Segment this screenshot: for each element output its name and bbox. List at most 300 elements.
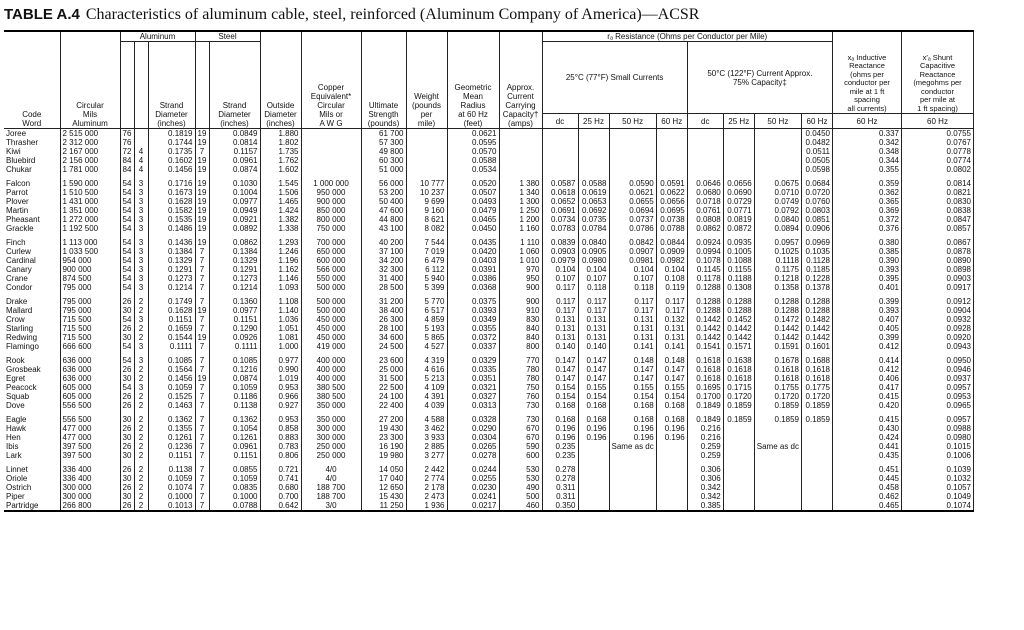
ult-strength-cell: 31 500 bbox=[361, 374, 406, 383]
st-strand-dia-cell: 0.1054 bbox=[209, 424, 260, 433]
r-50hz-25c-cell: 0.168 bbox=[609, 410, 656, 424]
gmr-cell: 0.0241 bbox=[447, 492, 499, 501]
r-60hz-50c-cell bbox=[802, 474, 833, 483]
st-strands-cell: 19 bbox=[195, 174, 209, 188]
r-dc-50c-cell: 0.1849 bbox=[687, 410, 723, 424]
r-60hz-25c-cell: 0.117 bbox=[656, 306, 687, 315]
xa-capacitive-cell: 0.0774 bbox=[902, 156, 974, 165]
outside-dia-cell: 1.019 bbox=[260, 374, 301, 383]
r-60hz-25c-cell: 0.147 bbox=[656, 365, 687, 374]
r-50hz-50c-cell bbox=[754, 433, 801, 442]
copper-equiv-cell: 419 000 bbox=[301, 342, 361, 351]
copper-equiv-cell: 1 000 000 bbox=[301, 174, 361, 188]
code-word-cell: Partridge bbox=[4, 501, 60, 511]
code-word-cell: Crane bbox=[4, 274, 60, 283]
al-layers-cell: 2 bbox=[134, 401, 148, 410]
al-layers-cell: 2 bbox=[134, 333, 148, 342]
r-25hz-25c-cell: 0.0840 bbox=[578, 233, 609, 247]
r-50hz-50c-cell: 0.1472 bbox=[754, 315, 801, 324]
st-strand-dia-cell: 0.0961 bbox=[209, 442, 260, 451]
gmr-cell: 0.0507 bbox=[447, 188, 499, 197]
xa-inductive-cell: 0.415 bbox=[833, 410, 902, 424]
al-strand-dia-cell: 0.1659 bbox=[148, 324, 195, 333]
r-50hz-25c-cell: 0.118 bbox=[609, 283, 656, 292]
ult-strength-cell: 23 300 bbox=[361, 433, 406, 442]
outside-dia-cell: 0.680 bbox=[260, 483, 301, 492]
r-25hz-50c-cell: 0.1859 bbox=[723, 410, 754, 424]
r-25hz-25c-cell: 0.0619 bbox=[578, 188, 609, 197]
r-25hz-50c-cell: 0.1442 bbox=[723, 333, 754, 342]
r-60hz-25c-cell: 0.148 bbox=[656, 351, 687, 365]
r-dc-50c-cell: 0.1618 bbox=[687, 365, 723, 374]
outside-dia-cell: 1.735 bbox=[260, 147, 301, 156]
gmr-header: Geometric Mean Radius at 60 Hz (feet) bbox=[447, 31, 499, 129]
code-word-cell: Bluebird bbox=[4, 156, 60, 165]
r-60hz-50c-cell bbox=[802, 433, 833, 442]
r-25hz-50c-cell: 0.0872 bbox=[723, 224, 754, 233]
r-60hz-25c-cell bbox=[656, 460, 687, 474]
al-layers-cell: 2 bbox=[134, 374, 148, 383]
ult-strength-cell: 15 430 bbox=[361, 492, 406, 501]
al-layers-cell: 3 bbox=[134, 206, 148, 215]
ultimate-strength-header: Ultimate Strength (pounds) bbox=[361, 31, 406, 129]
outside-dia-cell: 1.338 bbox=[260, 224, 301, 233]
gmr-cell: 0.0304 bbox=[447, 433, 499, 442]
al-strand-dia-cell: 0.1236 bbox=[148, 442, 195, 451]
outside-dia-cell: 0.741 bbox=[260, 474, 301, 483]
st-strands-cell: 7 bbox=[195, 442, 209, 451]
al-strand-dia-cell: 0.1085 bbox=[148, 351, 195, 365]
gmr-cell: 0.0375 bbox=[447, 292, 499, 306]
circular-mils-cell: 2 515 000 bbox=[60, 129, 120, 139]
outside-dia-cell: 1.880 bbox=[260, 129, 301, 139]
gmr-cell: 0.0435 bbox=[447, 233, 499, 247]
code-word-cell: Drake bbox=[4, 292, 60, 306]
table-row bbox=[4, 165, 974, 174]
current-cell: 1 010 bbox=[499, 256, 542, 265]
table-row bbox=[4, 197, 974, 206]
al-strand-dia-cell: 0.1582 bbox=[148, 206, 195, 215]
r-50hz-50c-cell bbox=[754, 501, 801, 511]
r-60hz-50c-cell bbox=[802, 501, 833, 511]
st-strands-cell: 7 bbox=[195, 433, 209, 442]
code-word-cell: Rook bbox=[4, 351, 60, 365]
al-strands-cell: 54 bbox=[120, 215, 134, 224]
r-25hz-50c-cell: 0.1442 bbox=[723, 324, 754, 333]
copper-equiv-cell: 350 000 bbox=[301, 410, 361, 424]
gmr-cell: 0.0349 bbox=[447, 315, 499, 324]
al-strands-cell: 54 bbox=[120, 283, 134, 292]
r-50hz-50c-cell bbox=[754, 460, 801, 474]
al-layers-cell: 2 bbox=[134, 410, 148, 424]
current-cell bbox=[499, 156, 542, 165]
al-strand-dia-cell: 0.1602 bbox=[148, 156, 195, 165]
r-25hz-50c-cell bbox=[723, 474, 754, 483]
r-60hz-50c-cell: 0.0906 bbox=[802, 224, 833, 233]
r-dc-25c-cell: 0.235 bbox=[542, 442, 578, 451]
r-25hz-50c-cell: 0.1005 bbox=[723, 247, 754, 256]
st-strands-cell: 7 bbox=[195, 274, 209, 283]
gmr-cell: 0.0403 bbox=[447, 256, 499, 265]
al-strand-dia-cell: 0.1735 bbox=[148, 147, 195, 156]
r-dc-25c-cell: 0.117 bbox=[542, 283, 578, 292]
copper-equiv-cell: 188 700 bbox=[301, 492, 361, 501]
r-60hz-25c-cell: 0.154 bbox=[656, 392, 687, 401]
r-50hz-25c-cell: 0.196 bbox=[609, 433, 656, 442]
al-strands-cell: 26 bbox=[120, 483, 134, 492]
outside-dia-cell: 0.990 bbox=[260, 365, 301, 374]
circular-mils-cell: 1 113 000 bbox=[60, 233, 120, 247]
r-50hz-50c-cell: 0.1358 bbox=[754, 283, 801, 292]
ult-strength-cell: 37 100 bbox=[361, 247, 406, 256]
same-as-dc-note: Same as dc bbox=[756, 442, 799, 451]
r-dc-50c-cell: 0.216 bbox=[687, 433, 723, 442]
current-cell: 730 bbox=[499, 410, 542, 424]
r-50hz-50c-cell bbox=[754, 138, 801, 147]
al-layers-cell: 2 bbox=[134, 442, 148, 451]
gmr-cell: 0.0570 bbox=[447, 147, 499, 156]
code-word-cell: Thrasher bbox=[4, 138, 60, 147]
weight-cell: 4 527 bbox=[406, 342, 447, 351]
r-25hz-50c-cell: 0.0690 bbox=[723, 188, 754, 197]
r-60hz-50c-cell: 0.0511 bbox=[802, 147, 833, 156]
al-layers-cell: 2 bbox=[134, 492, 148, 501]
weight-cell: 4 039 bbox=[406, 401, 447, 410]
circular-mils-cell: 1 781 000 bbox=[60, 165, 120, 174]
table-row bbox=[4, 392, 974, 401]
xa-capacitive-cell: 0.0957 bbox=[902, 383, 974, 392]
gmr-cell: 0.0450 bbox=[447, 224, 499, 233]
code-word-cell: Redwing bbox=[4, 333, 60, 342]
st-strand-dia-cell: 0.1261 bbox=[209, 433, 260, 442]
al-layers-cell: 2 bbox=[134, 306, 148, 315]
st-strands-cell: 19 bbox=[195, 129, 209, 139]
r-dc-50c-cell: 0.0718 bbox=[687, 197, 723, 206]
current-cell: 1 110 bbox=[499, 233, 542, 247]
weight-cell bbox=[406, 138, 447, 147]
r-60hz-25c-cell bbox=[656, 474, 687, 483]
r-60hz-25c-cell bbox=[656, 451, 687, 460]
r-dc-50c-cell: 0.216 bbox=[687, 424, 723, 433]
circular-mils-cell: 1 272 000 bbox=[60, 215, 120, 224]
r-50hz-25c-cell bbox=[609, 501, 656, 511]
table-body bbox=[4, 129, 974, 512]
r-50hz-25c-cell: 0.0655 bbox=[609, 197, 656, 206]
code-word-cell: Flamingo bbox=[4, 342, 60, 351]
r-60hz-25c-cell bbox=[656, 492, 687, 501]
r-50hz-25c-cell bbox=[609, 138, 656, 147]
r-25hz-25c-cell: 0.154 bbox=[578, 392, 609, 401]
weight-cell: 5 399 bbox=[406, 283, 447, 292]
sub-header-60hz: 60 Hz bbox=[656, 114, 687, 129]
r-dc-50c-cell: 0.0646 bbox=[687, 174, 723, 188]
circular-mils-cell: 1 033 500 bbox=[60, 247, 120, 256]
xa-capacitive-cell: 0.0946 bbox=[902, 365, 974, 374]
sub-header-inductive-60hz: 60 Hz bbox=[833, 114, 902, 129]
st-strands-cell: 19 bbox=[195, 156, 209, 165]
copper-equiv-cell: 3/0 bbox=[301, 501, 361, 511]
r-50hz-25c-cell: 0.131 bbox=[609, 315, 656, 324]
r-25hz-50c-cell: 0.1155 bbox=[723, 265, 754, 274]
st-strand-dia-cell: 0.0874 bbox=[209, 374, 260, 383]
r-25hz-25c-cell: 0.131 bbox=[578, 315, 609, 324]
weight-cell: 3 277 bbox=[406, 451, 447, 460]
r-dc-25c-cell: 0.147 bbox=[542, 374, 578, 383]
st-strands-cell: 7 bbox=[195, 256, 209, 265]
r-25hz-25c-cell: 0.147 bbox=[578, 374, 609, 383]
xa-capacitive-cell: 0.0890 bbox=[902, 256, 974, 265]
r-dc-50c-cell: 0.1288 bbox=[687, 306, 723, 315]
outside-dia-cell: 1.000 bbox=[260, 342, 301, 351]
r-50hz-25c-cell: 0.0621 bbox=[609, 188, 656, 197]
circular-mils-cell: 795 000 bbox=[60, 306, 120, 315]
r-dc-25c-cell: 0.278 bbox=[542, 460, 578, 474]
r-60hz-25c-cell: 0.168 bbox=[656, 410, 687, 424]
r-60hz-25c-cell: 0.104 bbox=[656, 265, 687, 274]
st-strand-dia-cell: 0.0874 bbox=[209, 165, 260, 174]
al-strand-dia-cell: 0.1013 bbox=[148, 501, 195, 511]
outside-dia-cell: 0.953 bbox=[260, 383, 301, 392]
st-strands-cell: 7 bbox=[195, 147, 209, 156]
r-dc-25c-cell bbox=[542, 156, 578, 165]
code-word-cell: Crow bbox=[4, 315, 60, 324]
gmr-cell: 0.0465 bbox=[447, 215, 499, 224]
approx-capacity-header: 50°C (122°F) Current Approx. 75% Capacity‡ bbox=[687, 42, 832, 114]
r-25hz-25c-cell bbox=[578, 442, 609, 451]
r-60hz-50c-cell: 0.1442 bbox=[802, 333, 833, 342]
st-strand-dia-cell: 0.1059 bbox=[209, 383, 260, 392]
al-strands-cell: 54 bbox=[120, 174, 134, 188]
al-strands-cell: 72 bbox=[120, 147, 134, 156]
r-50hz-50c-cell bbox=[754, 156, 801, 165]
ult-strength-cell: 11 250 bbox=[361, 501, 406, 511]
aluminum-strands-header bbox=[120, 42, 134, 129]
xa-capacitive-cell: 0.0767 bbox=[902, 138, 974, 147]
al-layers-cell: 3 bbox=[134, 197, 148, 206]
r-50hz-50c-cell: 0.1618 bbox=[754, 365, 801, 374]
circular-mils-cell: 477 000 bbox=[60, 433, 120, 442]
r-25hz-25c-cell: 0.0653 bbox=[578, 197, 609, 206]
outside-dia-cell: 0.783 bbox=[260, 442, 301, 451]
current-cell bbox=[499, 129, 542, 139]
xa-inductive-cell: 0.365 bbox=[833, 197, 902, 206]
r-25hz-25c-cell: 0.131 bbox=[578, 333, 609, 342]
table-row bbox=[4, 374, 974, 383]
current-cell: 970 bbox=[499, 265, 542, 274]
st-strands-cell: 7 bbox=[195, 315, 209, 324]
r-50hz-50c-cell: 0.1175 bbox=[754, 265, 801, 274]
gmr-cell: 0.0265 bbox=[447, 442, 499, 451]
r-25hz-25c-cell bbox=[578, 451, 609, 460]
r-50hz-25c-cell: 0.148 bbox=[609, 351, 656, 365]
code-word-cell: Linnet bbox=[4, 460, 60, 474]
current-cell: 1 340 bbox=[499, 188, 542, 197]
r-50hz-50c-cell: 0.1678 bbox=[754, 351, 801, 365]
ult-strength-cell: 22 500 bbox=[361, 383, 406, 392]
sub-header-25hz: 25 Hz bbox=[578, 114, 609, 129]
r-25hz-25c-cell: 0.104 bbox=[578, 265, 609, 274]
r-dc-25c-cell: 0.0839 bbox=[542, 233, 578, 247]
r-25hz-50c-cell bbox=[723, 165, 754, 174]
copper-equiv-cell: 450 000 bbox=[301, 324, 361, 333]
st-strand-dia-cell: 0.1214 bbox=[209, 283, 260, 292]
gmr-cell: 0.0255 bbox=[447, 474, 499, 483]
r-dc-50c-cell: 0.385 bbox=[687, 501, 723, 511]
r-dc-25c-cell: 0.0783 bbox=[542, 224, 578, 233]
gmr-cell: 0.0595 bbox=[447, 138, 499, 147]
xa-inductive-cell: 0.359 bbox=[833, 174, 902, 188]
st-strands-cell: 7 bbox=[195, 410, 209, 424]
same-as-dc-note: Same as dc bbox=[611, 442, 654, 451]
al-strand-dia-cell: 0.1384 bbox=[148, 247, 195, 256]
r-50hz-25c-cell bbox=[609, 483, 656, 492]
al-layers-cell: 2 bbox=[134, 424, 148, 433]
st-strand-dia-cell: 0.0862 bbox=[209, 233, 260, 247]
ult-strength-cell: 23 600 bbox=[361, 351, 406, 365]
copper-equiv-cell: 300 000 bbox=[301, 433, 361, 442]
xa-capacitive-cell: 0.0867 bbox=[902, 233, 974, 247]
current-cell: 670 bbox=[499, 424, 542, 433]
xa-capacitive-cell: 0.0957 bbox=[902, 410, 974, 424]
ult-strength-cell: 12 650 bbox=[361, 483, 406, 492]
code-word-cell: Eagle bbox=[4, 410, 60, 424]
st-strand-dia-cell: 0.1362 bbox=[209, 410, 260, 424]
al-layers-cell: 4 bbox=[134, 165, 148, 174]
outside-dia-cell: 1.382 bbox=[260, 215, 301, 224]
al-strands-cell: 30 bbox=[120, 410, 134, 424]
code-word-cell: Cardinal bbox=[4, 256, 60, 265]
r-60hz-50c-cell: 0.1601 bbox=[802, 342, 833, 351]
xa-capacitive-cell: 0.0830 bbox=[902, 197, 974, 206]
st-strand-dia-cell: 0.0977 bbox=[209, 306, 260, 315]
st-strand-dia-cell: 0.1384 bbox=[209, 247, 260, 256]
r-60hz-50c-cell: 0.1442 bbox=[802, 324, 833, 333]
copper-equivalent-header: Copper Equivalent* Circular Mils or A W G bbox=[301, 31, 361, 129]
st-strand-dia-cell: 0.1030 bbox=[209, 174, 260, 188]
r-60hz-25c-cell bbox=[656, 147, 687, 156]
r-25hz-25c-cell: 0.0588 bbox=[578, 174, 609, 188]
gmr-cell: 0.0386 bbox=[447, 274, 499, 283]
weight-cell: 10 777 bbox=[406, 174, 447, 188]
r-dc-25c-cell: 0.278 bbox=[542, 474, 578, 483]
r-25hz-50c-cell: 0.1288 bbox=[723, 292, 754, 306]
ult-strength-cell: 31 200 bbox=[361, 292, 406, 306]
al-strand-dia-cell: 0.1673 bbox=[148, 188, 195, 197]
weight-cell bbox=[406, 156, 447, 165]
ult-strength-cell: 44 800 bbox=[361, 215, 406, 224]
st-strands-cell: 19 bbox=[195, 306, 209, 315]
current-cell: 500 bbox=[499, 492, 542, 501]
table-row bbox=[4, 401, 974, 410]
r-60hz-50c-cell bbox=[802, 424, 833, 433]
current-cell: 840 bbox=[499, 324, 542, 333]
weight-cell: 2 774 bbox=[406, 474, 447, 483]
table-row bbox=[4, 501, 974, 511]
r-60hz-25c-cell: 0.0622 bbox=[656, 188, 687, 197]
st-strands-cell: 19 bbox=[195, 165, 209, 174]
r-25hz-25c-cell: 0.147 bbox=[578, 365, 609, 374]
r-dc-50c-cell: 0.0808 bbox=[687, 215, 723, 224]
gmr-cell: 0.0327 bbox=[447, 392, 499, 401]
st-strand-dia-cell: 0.1111 bbox=[209, 342, 260, 351]
code-word-cell: Dove bbox=[4, 401, 60, 410]
current-cell bbox=[499, 138, 542, 147]
r-50hz-25c-cell: 0.141 bbox=[609, 342, 656, 351]
r-25hz-25c-cell: 0.0735 bbox=[578, 215, 609, 224]
st-strand-dia-cell: 0.1216 bbox=[209, 365, 260, 374]
r-60hz-50c-cell: 0.0482 bbox=[802, 138, 833, 147]
st-strand-dia-cell: 0.1186 bbox=[209, 392, 260, 401]
r-50hz-25c-cell: 0.168 bbox=[609, 401, 656, 410]
st-strands-cell: 19 bbox=[195, 197, 209, 206]
r-25hz-50c-cell: 0.1188 bbox=[723, 274, 754, 283]
weight-cell: 2 178 bbox=[406, 483, 447, 492]
weight-cell: 7 544 bbox=[406, 233, 447, 247]
st-strands-cell: 7 bbox=[195, 342, 209, 351]
copper-equiv-cell: 300 000 bbox=[301, 424, 361, 433]
r-dc-25c-cell: 0.117 bbox=[542, 306, 578, 315]
copper-equiv-cell: 566 000 bbox=[301, 265, 361, 274]
code-word-cell: Ibis bbox=[4, 442, 60, 451]
r-25hz-50c-cell: 0.1571 bbox=[723, 342, 754, 351]
gmr-cell: 0.0391 bbox=[447, 265, 499, 274]
r-dc-50c-cell: 0.1442 bbox=[687, 315, 723, 324]
r-25hz-25c-cell bbox=[578, 474, 609, 483]
xa-capacitive-cell: 0.0857 bbox=[902, 224, 974, 233]
table-row bbox=[4, 188, 974, 197]
weight-cell: 10 237 bbox=[406, 188, 447, 197]
xa-inductive-cell: 0.462 bbox=[833, 492, 902, 501]
outside-dia-cell: 1.196 bbox=[260, 256, 301, 265]
circular-mils-cell: 715 500 bbox=[60, 324, 120, 333]
ult-strength-cell: 26 300 bbox=[361, 315, 406, 324]
xa-inductive-cell: 0.380 bbox=[833, 233, 902, 247]
r-25hz-50c-cell: 0.1638 bbox=[723, 351, 754, 365]
al-layers-cell: 3 bbox=[134, 351, 148, 365]
r-60hz-25c-cell: 0.155 bbox=[656, 383, 687, 392]
r-25hz-25c-cell bbox=[578, 460, 609, 474]
st-strand-dia-cell: 0.1059 bbox=[209, 474, 260, 483]
table-row bbox=[4, 174, 974, 188]
xa-inductive-cell: 0.393 bbox=[833, 306, 902, 315]
weight-header: Weight (pounds per mile) bbox=[406, 31, 447, 129]
gmr-cell: 0.0329 bbox=[447, 351, 499, 365]
xa-capacitive-cell: 0.1015 bbox=[902, 442, 974, 451]
gmr-cell: 0.0328 bbox=[447, 410, 499, 424]
al-layers-cell: 3 bbox=[134, 315, 148, 324]
r-25hz-50c-cell: 0.1859 bbox=[723, 401, 754, 410]
st-strand-dia-cell: 0.0855 bbox=[209, 460, 260, 474]
table-caption: Characteristics of aluminum cable, steel, reinforced (Aluminum Company of America)—ACSR bbox=[85, 6, 700, 23]
r-60hz-25c-cell: 0.196 bbox=[656, 433, 687, 442]
circular-mils-cell: 636 000 bbox=[60, 374, 120, 383]
al-strand-dia-cell: 0.1214 bbox=[148, 283, 195, 292]
r-60hz-50c-cell: 0.1859 bbox=[802, 401, 833, 410]
circular-mils-cell: 715 500 bbox=[60, 333, 120, 342]
gmr-cell: 0.0337 bbox=[447, 342, 499, 351]
r-dc-50c-cell: 0.342 bbox=[687, 483, 723, 492]
al-layers-cell: 4 bbox=[134, 156, 148, 165]
r-60hz-50c-cell: 0.1035 bbox=[802, 247, 833, 256]
st-strand-dia-cell: 0.1151 bbox=[209, 315, 260, 324]
table-row bbox=[4, 233, 974, 247]
current-cell: 780 bbox=[499, 365, 542, 374]
r-60hz-50c-cell: 0.1128 bbox=[802, 256, 833, 265]
circular-mils-cell: 900 000 bbox=[60, 265, 120, 274]
r-60hz-25c-cell: 0.108 bbox=[656, 274, 687, 283]
r-25hz-25c-cell: 0.196 bbox=[578, 424, 609, 433]
st-strands-cell: 7 bbox=[195, 483, 209, 492]
